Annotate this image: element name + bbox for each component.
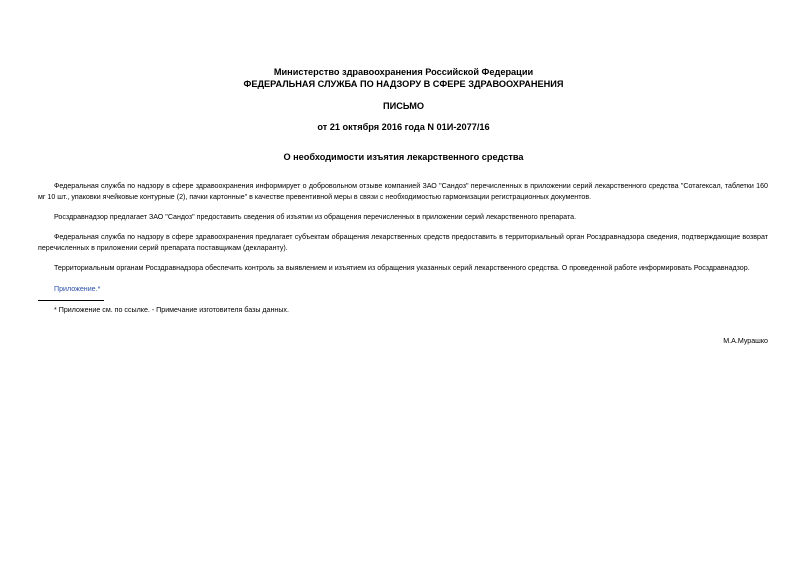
- document-subject: О необходимости изъятия лекарственного средства: [283, 152, 524, 162]
- paragraph-4: Территориальным органам Росздравнадзора обеспечить контроль за выявлением и изъятием из обращения указанных серий лекарственного средства. О проведенной работе информировать Росздравнадзор.: [54, 264, 750, 272]
- footnote: * Приложение см. по ссылке. - Примечание изготовителя базы данных.: [54, 306, 289, 314]
- document-type: ПИСЬМО: [382, 101, 425, 111]
- paragraph-2: Росздравнадзор предлагает ЗАО "Сандоз" предоставить сведения об изъятии из обращения перечисленных в приложении серий лекарственного препарата.: [54, 213, 577, 221]
- appendix-paragraph: [38, 284, 768, 295]
- ministry-name: Министерство здравоохранения Российской Федерации: [273, 67, 534, 77]
- service-name: ФЕДЕРАЛЬНАЯ СЛУЖБА ПО НАДЗОРУ В СФЕРЕ ЗДРАВООХРАНЕНИЯ: [243, 79, 564, 89]
- document-date-number: от 21 октября 2016 года N 01И-2077/16: [317, 122, 490, 132]
- paragraph-1: Федеральная служба по надзору в сфере здравоохранения информирует о добровольном отзыве компанией ЗАО "Сандоз" перечисленных в приложении серий лекарственного средства "Сотагексал, таблетки 160 мг 10 шт., упаковки ячейковые контурные (2), пачки картонные" в качестве превентивной меры в связи с необходимостью гармонизации регистрационных документов.: [38, 182, 768, 201]
- paragraph-3: Федеральная служба по надзору в сфере здравоохранения предлагает субъектам обращения лекарственных средств предоставить в территориальный орган Росздравнадзора сведения, подтверждающие возврат перечисленных в приложении серий препарата поставщикам (декларанту).: [38, 233, 768, 252]
- footnote-divider: [38, 300, 104, 301]
- appendix-link[interactable]: Приложение.*: [54, 285, 101, 293]
- signature: М.А.Мурашко: [723, 337, 768, 345]
